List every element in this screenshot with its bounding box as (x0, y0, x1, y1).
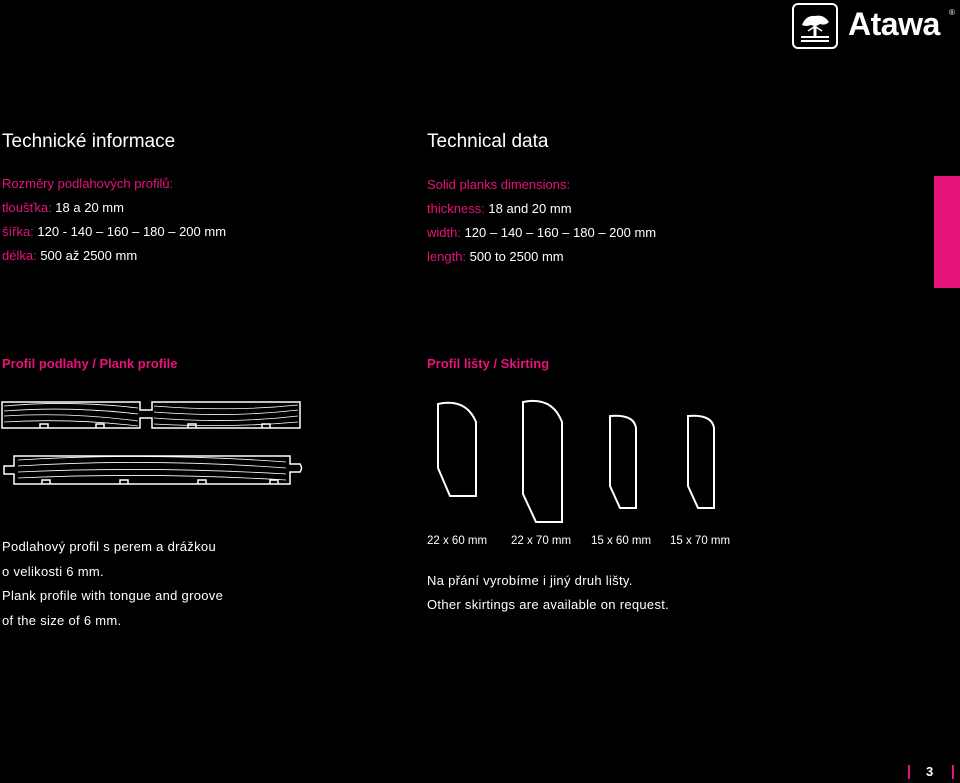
registered-mark: ® (949, 8, 955, 17)
cz-spec-row: délka: 500 až 2500 mm (2, 248, 138, 263)
skirting-note-line: Other skirtings are available on request. (427, 597, 670, 612)
cz-spec-row: Rozměry podlahových profilů: (2, 176, 174, 191)
plank-profile-title: Profil podlahy / Plank profile (2, 356, 178, 371)
plank-desc-line: of the size of 6 mm. (2, 612, 122, 628)
skirting-note (427, 569, 669, 617)
cz-spec-row: tloušťka: 18 a 20 mm (2, 200, 124, 215)
brand-name: Atawa (848, 6, 940, 42)
skirting-22x70-shape (523, 401, 562, 522)
plank-profile-drawing (0, 396, 306, 492)
accent-bar (934, 176, 960, 288)
plank-description (2, 535, 223, 633)
skirting-22x60-shape (438, 403, 476, 496)
plank-desc-line: Plank profile with tongue and groove (2, 588, 224, 603)
page-number-right-rule (952, 765, 954, 779)
skirting-profiles-drawing (420, 396, 730, 526)
en-spec-row: width: 120 – 140 – 160 – 180 – 200 mm (427, 225, 657, 240)
logo-tree-icon (792, 3, 838, 49)
skirting-note-line: Na přání vyrobíme i jiný druh lišty. (427, 573, 633, 588)
en-spec-row: length: 500 to 2500 mm (427, 249, 564, 264)
cz-spec-row: šířka: 120 - 140 – 160 – 180 – 200 mm (2, 224, 227, 239)
en-title: Technical data (427, 131, 549, 152)
page-number-left-rule (908, 765, 910, 779)
skirting-15x60-shape (610, 416, 636, 508)
skirting-size-label: 22 x 60 mm (427, 535, 488, 547)
en-spec-row: Solid planks dimensions: (427, 177, 571, 192)
page-number: 3 (926, 764, 934, 779)
skirting-size-label: 15 x 70 mm (670, 535, 731, 547)
skirting-size-label: 22 x 70 mm (511, 535, 572, 547)
plank-desc-line: Podlahový profil s perem a drážkou (2, 539, 216, 554)
cz-title: Technické informace (2, 131, 176, 152)
skirting-15x70-shape (688, 416, 714, 508)
plank-desc-line: o velikosti 6 mm. (2, 563, 104, 579)
skirting-title: Profil lišty / Skirting (427, 356, 550, 371)
en-spec-row: thickness: 18 and 20 mm (427, 201, 572, 216)
en-specs (427, 173, 656, 269)
skirting-size-label: 15 x 60 mm (591, 535, 652, 547)
cz-specs (2, 172, 226, 268)
